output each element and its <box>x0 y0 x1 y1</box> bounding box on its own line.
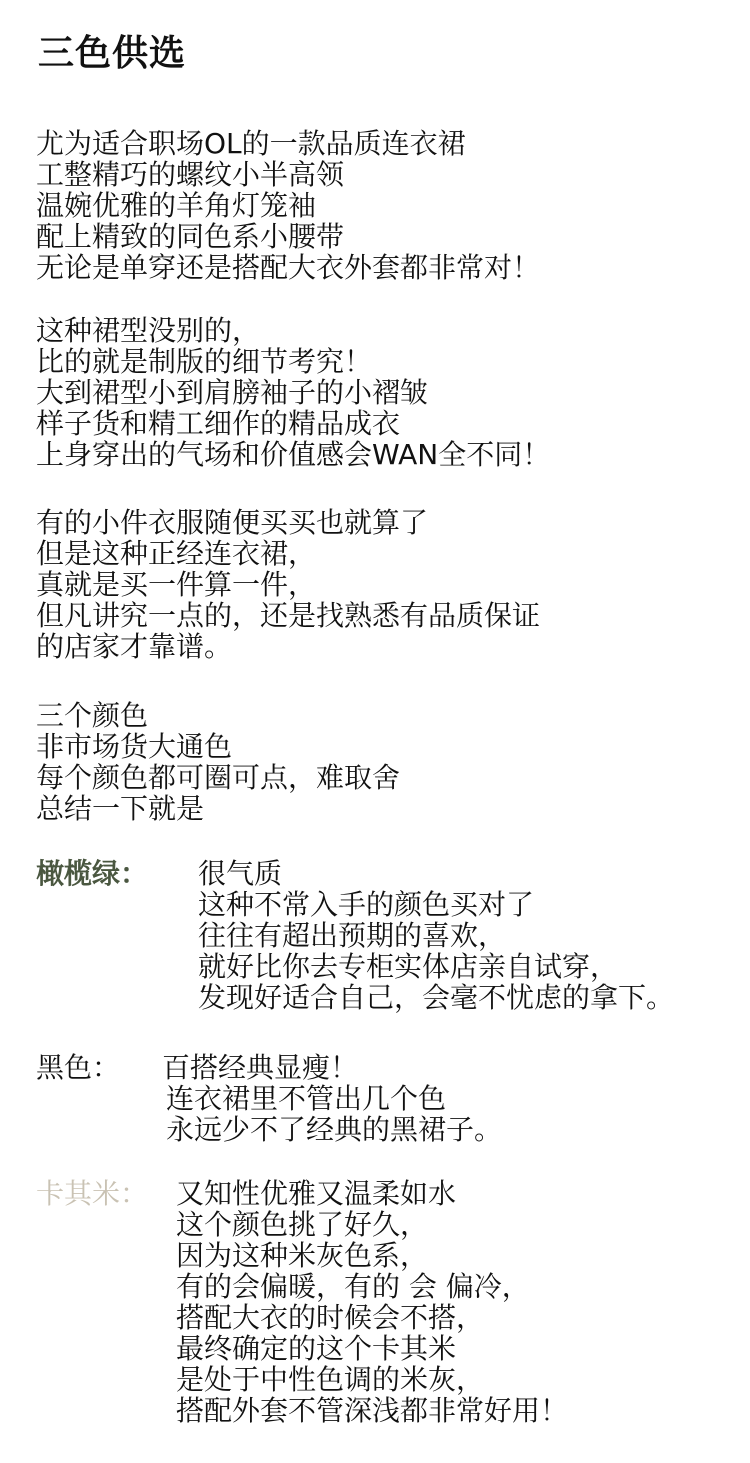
paragraph-colors-intro <box>36 700 400 824</box>
color-description <box>198 858 674 1013</box>
text-line: 搭配外套不管深浅都非常好用！ <box>176 1394 569 1427</box>
text-line: 每个颜色都可圈可点，难取舍 <box>36 761 401 794</box>
color-label: 橄榄绿： <box>36 857 149 890</box>
text-line: 搭配大衣的时候会不搭， <box>176 1301 485 1334</box>
text-line: 三个颜色 <box>36 699 149 732</box>
color-label: 黑色： <box>36 1051 121 1084</box>
text-line: 往往有超出预期的喜欢， <box>198 919 507 952</box>
text-line: 配上精致的同色系小腰带 <box>36 220 345 253</box>
text-line: 非市场货大通色 <box>36 730 233 763</box>
text-line: 总结一下就是 <box>36 792 205 825</box>
color-description <box>162 1052 502 1145</box>
paragraph-quality <box>36 507 540 662</box>
text-line: 有的小件衣服随便买买也就算了 <box>36 506 429 539</box>
text-line: 尤为适合职场OL的一款品质连衣裙 <box>36 127 466 160</box>
text-line: 这种裙型没别的， <box>36 314 261 347</box>
text-line: 样子货和精工细作的精品成衣 <box>36 407 401 440</box>
text-line: 这个颜色挑了好久， <box>176 1208 429 1241</box>
color-label: 卡其米： <box>36 1177 149 1210</box>
text-line: 又知性优雅又温柔如水 <box>176 1177 457 1210</box>
text-line: 的店家才靠谱。 <box>36 630 233 663</box>
text-line: 但凡讲究一点的，还是找熟悉有品质保证 <box>36 599 541 632</box>
text-line: 发现好适合自己，会毫不忧虑的拿下。 <box>198 981 675 1014</box>
page-title: 三色供选 <box>38 33 187 74</box>
text-line: 大到裙型小到肩膀袖子的小褶皱 <box>36 376 429 409</box>
text-line: 连衣裙里不管出几个色 <box>166 1082 447 1115</box>
text-line: 是处于中性色调的米灰， <box>176 1363 485 1396</box>
text-line: 永远少不了经典的黑裙子。 <box>166 1113 503 1146</box>
text-line: 这种不常入手的颜色买对了 <box>198 888 535 921</box>
text-line: 有的会偏暖，有的 会 偏冷， <box>176 1270 530 1303</box>
text-line: 真就是买一件算一件， <box>36 568 317 601</box>
text-line: 因为这种米灰色系， <box>176 1239 429 1272</box>
color-description <box>176 1178 568 1426</box>
text-line: 工整精巧的螺纹小半高领 <box>36 158 345 191</box>
paragraph-details <box>36 315 550 470</box>
text-line: 最终确定的这个卡其米 <box>176 1332 457 1365</box>
text-line: 无论是单穿还是搭配大衣外套都非常对！ <box>36 251 541 284</box>
paragraph-intro <box>36 128 540 283</box>
text-line: 上身穿出的气场和价值感会WAN全不同！ <box>36 438 551 471</box>
text-line: 很气质 <box>198 857 283 890</box>
text-line: 比的就是制版的细节考究！ <box>36 345 373 378</box>
text-line: 温婉优雅的羊角灯笼袖 <box>36 189 317 222</box>
text-line: 就好比你去专柜实体店亲自试穿， <box>198 950 619 983</box>
text-line: 百搭经典显瘦！ <box>162 1051 359 1084</box>
text-line: 但是这种正经连衣裙， <box>36 537 317 570</box>
